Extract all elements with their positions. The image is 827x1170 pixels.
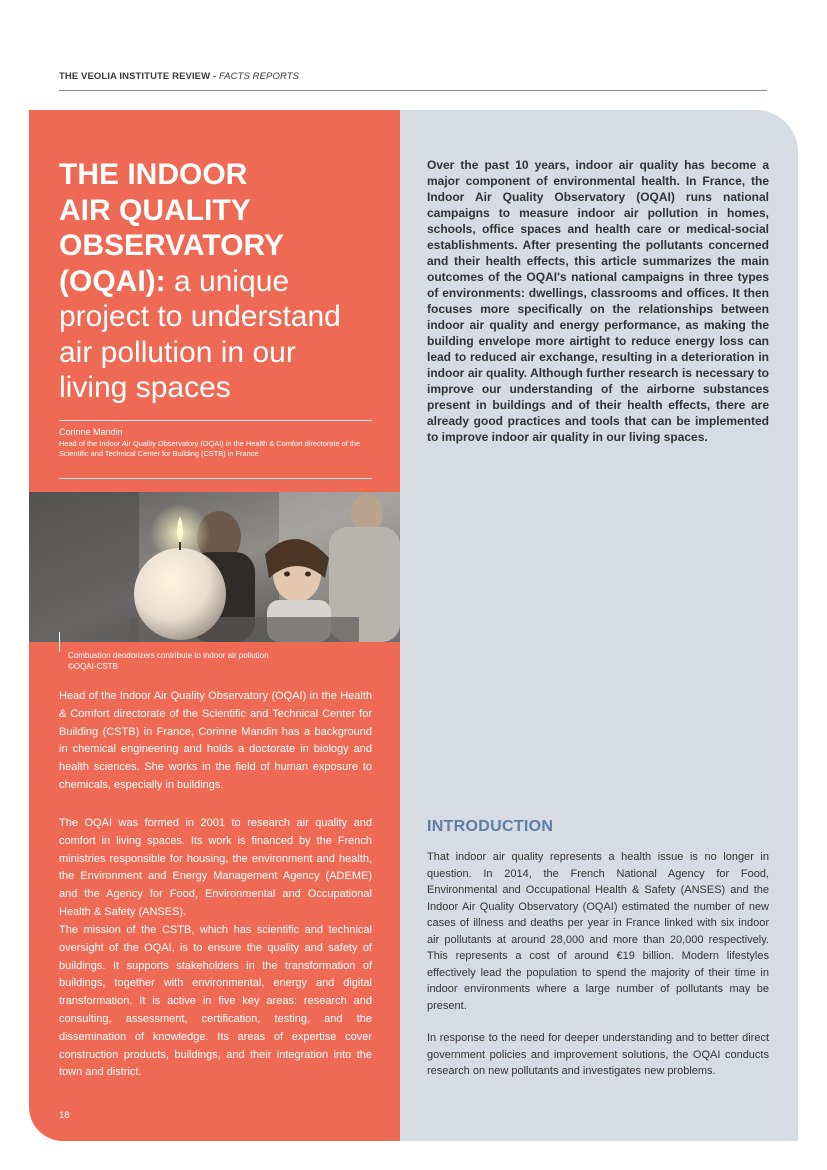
introduction-paragraph: That indoor air quality represents a health issue is no longer in question. In 2014, the French National Agency for Food, Environmental and Occupational Health & Safety (ANSES) and the Indoor Air Quality Observatory (OQAI) estimated the number of new cases of illness and deaths per year in France linked with six indoor air pollutants at around 28,000 and more than 20,000 respectively. This represents a cost of around €19 billion. Modern lifestyles effectively lead the population to spend the majority of their time in indoor environments where a large number of pollutants may be present. [427, 851, 769, 1012]
caption-text: Combustion deodorizers contribute to indoor air pollution [68, 651, 269, 660]
photo-credit: ©OQAI-CSTB [68, 661, 118, 671]
author-role: Head of the Indoor Air Quality Observatory (OQAI) in the Health & Comfort directorate of the Scientific and Technical Center for Building (CSTB) in France [59, 439, 361, 458]
section-separator: - [212, 71, 219, 82]
author-name: Corinne Mandin [59, 427, 123, 437]
title-subtitle-line: air pollution in our [59, 335, 296, 369]
photo-caption [68, 651, 368, 672]
introduction-paragraph: In response to the need for deeper understanding and to better direct government policies and improvement solutions, the OQAI conducts research on new pollutants and investigates new problems. [427, 1032, 769, 1077]
candle-photo-illustration [29, 492, 400, 642]
author-rule-bottom [59, 478, 372, 479]
header-rule [59, 90, 767, 91]
running-header [59, 71, 299, 82]
introduction-heading: INTRODUCTION [427, 818, 554, 835]
oqai-paragraph: The OQAI was formed in 2001 to research air quality and comfort in living spaces. Its work is financed by the French ministries responsible for housing, the environment and health, the Environment and Energy Management Agency (ADEME) and the Agency for Food, Environmental and Occupational Health & Safety (ANSES). [59, 817, 372, 918]
title-line: (OQAI): [59, 264, 166, 298]
cstb-mission-paragraph: The mission of the CSTB, which has scientific and technical oversight of the OQAI, is to ensure the quality and safety of buildings. It supports stakeholders in the transformation of buildings, together with environmental, energy and digital transformation. It is active in five key areas: research and consulting, assessment, certification, testing, and the dissemination of knowledge. Its areas of expertise cover construction products, buildings, and their integration into the town and district. [59, 924, 372, 1079]
title-subtitle-part: a unique [173, 264, 290, 298]
title-subtitle-line: project to understand [59, 300, 341, 333]
article-abstract: Over the past 10 years, indoor air quality has become a major component of environmental health. In France, the Indoor Air Quality Observatory (OQAI) runs national campaigns to measure indoor air pollution in homes, schools, office spaces and health care or medical-social establishments. After presenting the pollutants concerned and their health effects, this article summarizes the main outcomes of the OQAI's national campaigns in three types of environments: dwellings, classrooms and offices. It then focuses more specifically on the relationships between indoor air quality and energy performance, as making the building envelope more airtight to reduce energy loss can lead to reduced air exchange, resulting in a deterioration in indoor air quality. Although further research is necessary to improve our understanding of the airborne substances present in buildings and of their health effects, there are already good practices and tools that can be implemented to improve indoor air quality in our living spaces. [427, 158, 769, 444]
article-title [59, 157, 389, 406]
title-line: THE INDOOR [59, 158, 248, 191]
author-rule-top [59, 420, 372, 421]
section-name: FACTS REPORTS [218, 71, 300, 82]
publication-name: THE VEOLIA INSTITUTE REVIEW [59, 71, 211, 82]
title-subtitle-line: living spaces [59, 371, 231, 404]
caption-marker [59, 632, 60, 652]
page-number: 18 [59, 1110, 70, 1121]
title-line: OBSERVATORY [59, 229, 285, 262]
candle-photo [29, 492, 400, 642]
title-line: AIR QUALITY [59, 193, 251, 227]
author-bio-paragraph: Head of the Indoor Air Quality Observatory (OQAI) in the Health & Comfort directorate of the Scientific and Technical Center for Building (CSTB) in France, Corinne Mandin has a background in chemical engineering and holds a doctorate in biology and health sciences. She works in the field of human exposure to chemicals, especially in buildings. [59, 690, 372, 791]
